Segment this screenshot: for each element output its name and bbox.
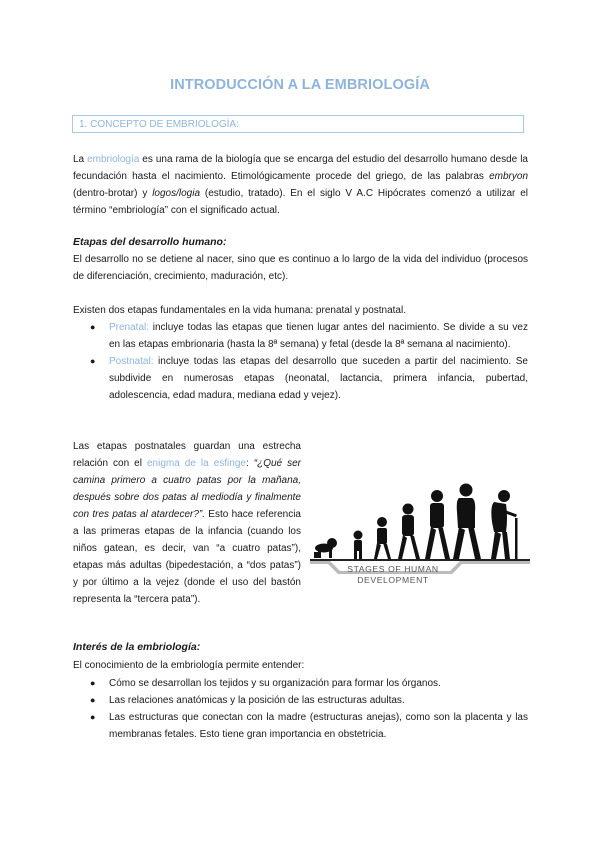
interes-paragraph: El conocimiento de la embriología permite entender: (73, 660, 305, 671)
list-item (73, 709, 528, 743)
figure-caption-line-1: STAGES OF HUMAN (347, 564, 439, 574)
intro-paragraph (73, 151, 528, 219)
bullet-icon: ● (90, 678, 96, 688)
intro-text-c: (dentro-brotar) y (73, 188, 153, 199)
list-item-postnatal (73, 353, 528, 404)
term-enigma-esfinge: enigma de la esfinge (146, 458, 246, 469)
figure-caption (338, 564, 448, 586)
heading-interes: Interés de la embriología: (73, 641, 201, 653)
interest-item-text: Cómo se desarrollan los tejidos y su organización para formar los órganos. (109, 678, 441, 689)
word-logos: logos/logia (152, 188, 201, 199)
word-embryon: embryon (489, 171, 528, 182)
prenatal-text: incluye todas las etapas que tienen lugar antes del nacimiento. Se divide a su vez en las etapas embrionaria (hasta la 8ª semana) y fetal (desde la 8ª semana al nacimiento). (109, 322, 528, 350)
esfinge-text-b: : (245, 458, 254, 469)
silhouettes (314, 484, 518, 560)
esfinge-text-c: Esto hace referencia a las primeras etapas de la infancia (cuando los niños gatean, es decir, van “a cuatro patas”), etapas más adultas (bipedestación, a “dos patas”) y por último a la vejez (donde el uso del bastón representa la “tercera pata”). (73, 509, 301, 605)
interest-item-text: Las relaciones anatómicas y la posición de las estructuras adultas. (109, 695, 405, 706)
elderly-silhouette (491, 490, 518, 559)
page-title: INTRODUCCIÓN A LA EMBRIOLOGÍA (170, 77, 430, 93)
interest-list (73, 675, 528, 743)
esfinge-quote: “¿Qué ser camina primero a cuatro patas por la mañana, después sobre dos patas al mediodía y finalmente con tres patas al atardecer?”. (73, 458, 301, 520)
bullet-icon: ● (90, 356, 96, 366)
child-silhouette (374, 517, 391, 559)
esfinge-paragraph (73, 438, 301, 608)
ground-line (310, 559, 530, 561)
term-postnatal: Postnatal: (109, 356, 154, 367)
etapas-paragraph: El desarrollo no se detiene al nacer, sino que es continuo a lo largo de la vida del individuo (procesos de diferenciación, crecimiento, maduración, etc). (73, 254, 528, 282)
bullet-icon: ● (90, 712, 96, 722)
adult-silhouette (425, 490, 450, 559)
postnatal-text: incluye todas las etapas del desarrollo que suceden a partir del nacimiento. Se subdivide en numerosas etapas (neonatal, lactancia, primera infancia, pubertad, adolescencia, edad madura, mediana edad y vejez). (109, 356, 528, 401)
list-item-prenatal (73, 319, 528, 353)
term-prenatal: Prenatal: (109, 322, 150, 333)
list-item (73, 692, 528, 709)
intro-text-d: (estudio, tratado). En el siglo V A.C Hipócrates comenzó a utilizar el término “embriología” con el significado actual. (73, 188, 528, 216)
term-embriologia: embriología (87, 154, 140, 165)
esfinge-text-a: Las etapas postnatales guardan una estrecha relación con el (73, 441, 301, 469)
list-item (73, 675, 528, 692)
stages-list (73, 319, 528, 404)
toddler-silhouette (354, 531, 363, 560)
intro-text-b: es una rama de la biología que se encarga del estudio del desarrollo humano desde la fecundación hasta el nacimiento. Etimológicamente procede del griego, de las palabras (73, 154, 528, 182)
bullet-icon: ● (90, 322, 96, 332)
intro-text-a: La (73, 154, 88, 165)
existen-paragraph: Existen dos etapas fundamentales en la vida humana: prenatal y postnatal. (73, 305, 406, 316)
middle-age-silhouette (453, 484, 481, 560)
section-heading-concepto: 1. CONCEPTO DE EMBRIOLOGÍA: (72, 115, 524, 133)
bullet-icon: ● (90, 695, 96, 705)
figure-caption-line-2: DEVELOPMENT (357, 575, 429, 585)
baby-crawling-silhouette (314, 538, 337, 558)
teen-silhouette (398, 504, 420, 560)
interest-item-text: Las estructuras que conectan con la madre (estructuras anejas), como son la placenta y las membranas fetales. Esto tiene gran importancia en obstetricia. (109, 712, 528, 740)
heading-etapas: Etapas del desarrollo humano: (73, 236, 227, 248)
